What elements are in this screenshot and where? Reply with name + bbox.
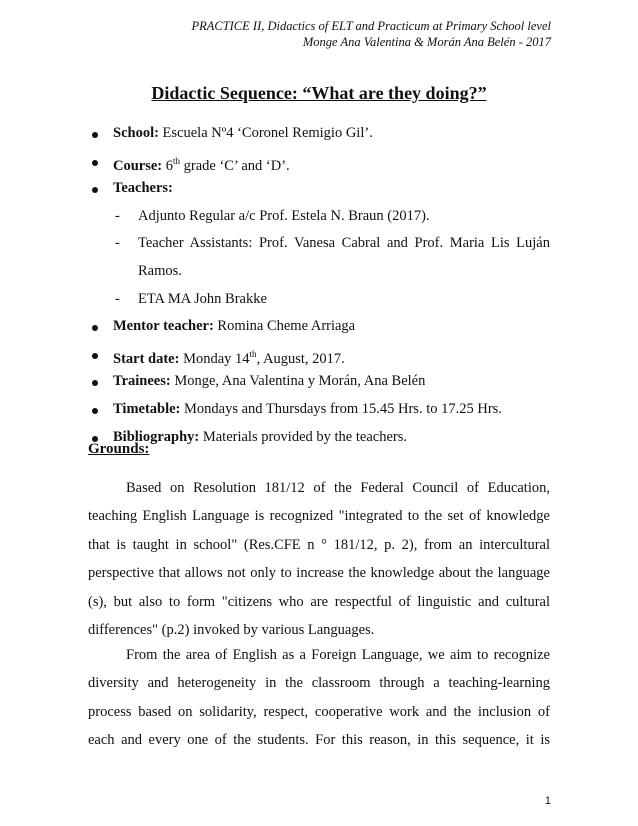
bullet-icon [92, 187, 98, 193]
paragraph-line: that is taught in school" (Res.CFE n ° 181/12, p. 2), from an intercultural [88, 536, 550, 553]
paragraph-line: teaching English Language is recognized "integrated to the set of knowledge [88, 508, 550, 525]
paragraph-line: (s), but also to form "citizens who are respectful of linguistic and cultural [88, 593, 550, 610]
list-item-course [88, 148, 550, 176]
item-label: Timetable: [113, 400, 181, 417]
item-label: Trainees: [113, 373, 171, 390]
bullet-icon [92, 380, 98, 386]
item-value-sup: th [173, 155, 181, 166]
list-item-bibliography [88, 424, 550, 452]
list-item-timetable [88, 396, 550, 424]
paragraph-line: each and every one of the students. For this reason, in this sequence, it is [88, 732, 550, 749]
item-label: Course: [113, 157, 163, 174]
teacher-entry [88, 286, 550, 314]
item-value: Escuela Nº4 ‘Coronel Remigio Gil’. [158, 125, 373, 141]
item-label: Bibliography: [113, 428, 200, 445]
paragraph-1 [88, 474, 550, 644]
item-label: Teachers: [113, 180, 173, 197]
item-value: Romina Cheme Arriaga [213, 318, 356, 335]
paragraph-line: perspective that allows not only to increase the knowledge about the language [88, 565, 550, 582]
paragraph-line: From the area of English as a Foreign Language, we aim to recognize [126, 647, 550, 663]
paragraph-line: differences" (p.2) invoked by various Languages. [88, 622, 375, 639]
list-item-mentor [88, 313, 550, 341]
bullet-icon [92, 325, 98, 331]
list-item-school [88, 120, 550, 148]
teacher-text: Adjunto Regular a/c Prof. Estela N. Braun (2017). [138, 207, 430, 224]
bullet-icon [92, 160, 98, 166]
paragraph-line: process based on solidarity, respect, cooperative work and the inclusion of [88, 703, 550, 720]
item-value-pre: 6 [162, 157, 174, 174]
header-line-1: PRACTICE II, Didactics of ELT and Practicum at Primary School level [191, 19, 551, 33]
paragraph-line: Based on Resolution 181/12 of the Federal Council of Education, [126, 480, 550, 496]
page-header [191, 18, 551, 50]
teacher-entry [88, 230, 550, 285]
bullet-icon [92, 132, 98, 138]
teacher-text: Teacher Assistants: Prof. Vanesa Cabral and Prof. Maria Lis Luján [138, 235, 550, 252]
item-value: Monge, Ana Valentina y Morán, Ana Belén [170, 373, 426, 390]
teacher-entry [88, 203, 550, 231]
item-value-post: , August, 2017. [256, 350, 345, 367]
item-value: Mondays and Thursdays from 15.45 Hrs. to 17.25 Hrs. [180, 400, 502, 417]
list-item-trainees [88, 368, 550, 396]
teacher-text: ETA MA John Brakke [138, 290, 267, 307]
item-label: Mentor teacher: [113, 318, 214, 335]
page-number: 1 [544, 795, 551, 807]
document-title: Didactic Sequence: “What are they doing?” [151, 83, 487, 103]
info-list [88, 120, 550, 451]
item-label: School: [113, 125, 159, 141]
item-value-pre: Monday 14 [179, 350, 250, 367]
teacher-text-continued: Ramos. [138, 262, 182, 279]
paragraph-line: diversity and heterogeneity in the classroom through a teaching-learning [88, 675, 550, 692]
list-item-teachers [88, 175, 550, 203]
item-value-post: grade ‘C’ and ‘D’. [180, 157, 290, 174]
paragraph-2 [88, 641, 550, 755]
item-value: Materials provided by the teachers. [199, 428, 407, 445]
dash-marker: - [115, 290, 120, 307]
dash-marker: - [115, 235, 120, 252]
item-label: Start date: [113, 350, 180, 367]
section-heading-grounds: Grounds: [88, 441, 150, 457]
list-item-start-date [88, 341, 550, 369]
header-line-2: Monge Ana Valentina & Morán Ana Belén - 2017 [302, 35, 551, 49]
bullet-icon [92, 353, 98, 359]
dash-marker: - [115, 207, 120, 224]
item-value-sup: th [249, 348, 257, 359]
bullet-icon [92, 408, 98, 414]
